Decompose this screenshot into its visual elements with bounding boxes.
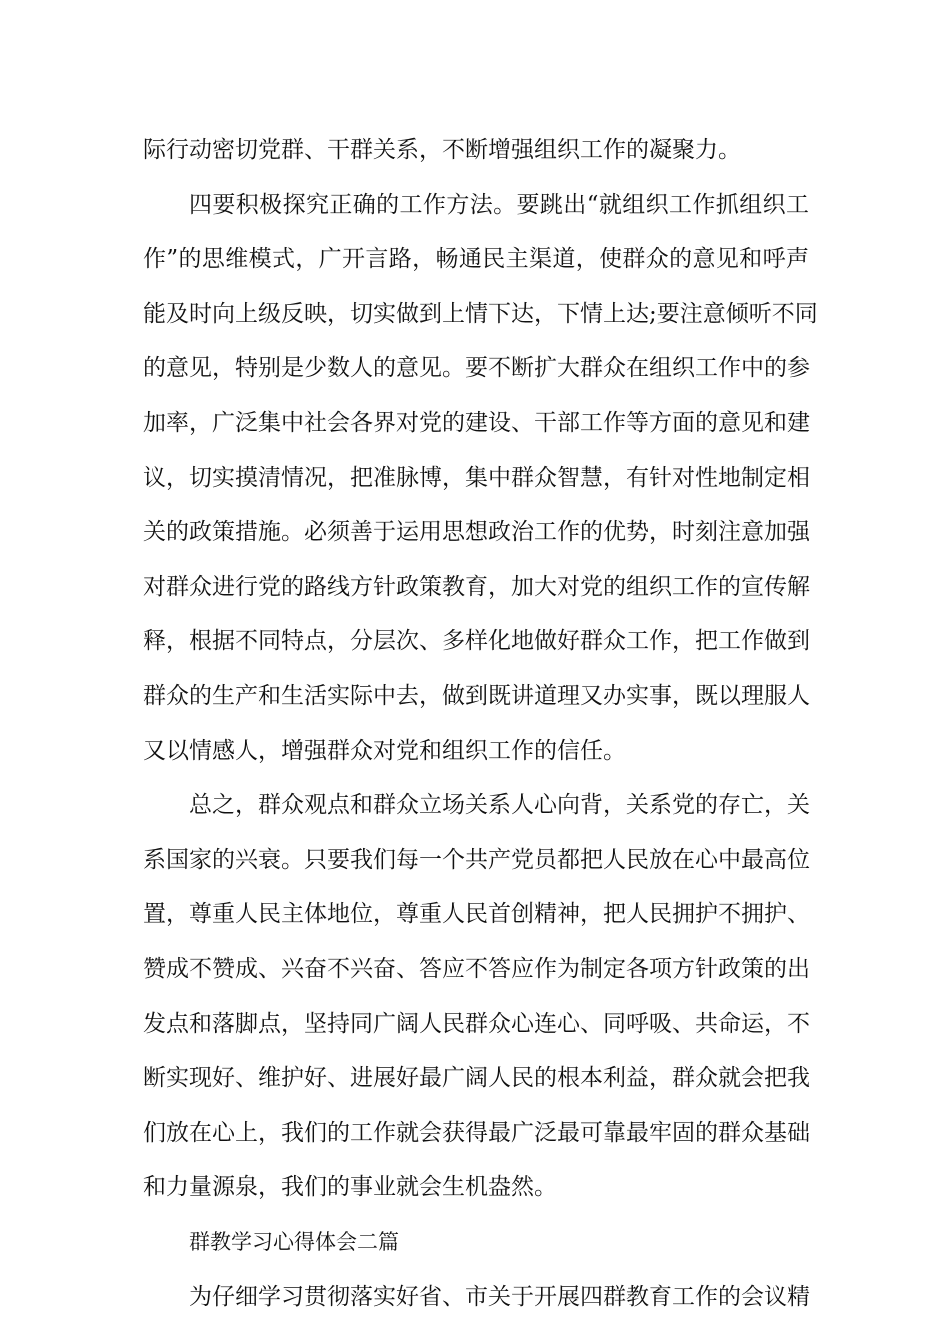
text-line: 释，根据不同特点，分层次、多样化地做好群众工作，把工作做到 xyxy=(143,628,810,655)
text-line: 发点和落脚点，坚持同广阔人民群众心连心、同呼吸、共命运，不 xyxy=(143,1010,810,1037)
text-line: 四要积极探究正确的工作方法。要跳出“就组织工作抓组织工 xyxy=(189,191,809,218)
text-line: 系国家的兴衰。只要我们每一个共产党员都把人民放在心中最高位 xyxy=(143,846,810,873)
paragraph-working-methods xyxy=(143,178,818,779)
text-line: 能及时向上级反映，切实做到上情下达，下情上达;要注意倾听不同 xyxy=(143,300,818,327)
paragraph-continuation xyxy=(143,123,809,178)
text-line: 置，尊重人民主体地位，尊重人民首创精神，把人民拥护不拥护、 xyxy=(143,901,810,928)
text-line: 议，切实摸清情况，把准脉博，集中群众智慧，有针对性地制定相 xyxy=(143,464,810,491)
text-line: 和力量源泉，我们的事业就会生机盎然。 xyxy=(143,1174,557,1201)
text-line: 加率，广泛集中社会各界对党的建设、干部工作等方面的意见和建 xyxy=(143,409,810,436)
text-line: 对群众进行党的路线方针政策教育，加大对党的组织工作的宣传解 xyxy=(143,573,810,600)
section-heading-block xyxy=(143,1215,809,1270)
section-heading: 群教学习心得体会二篇 xyxy=(189,1230,399,1254)
text-line: 作”的思维模式，广开言路，畅通民主渠道，使群众的意见和呼声 xyxy=(143,246,809,273)
text-line: 赞成不赞成、兴奋不兴奋、答应不答应作为制定各项方针政策的出 xyxy=(143,955,810,982)
paragraph-second-article-opening xyxy=(143,1270,809,1325)
text-line: 群众的生产和生活实际中去，做到既讲道理又办实事，既以理服人 xyxy=(143,682,810,709)
text-line: 关的政策措施。必须善于运用思想政治工作的优势，时刻注意加强 xyxy=(143,519,810,546)
text-line: 的意见，特别是少数人的意见。要不断扩大群众在组织工作中的参 xyxy=(143,355,810,382)
text-line: 际行动密切党群、干群关系，不断增强组织工作的凝聚力。 xyxy=(143,137,741,163)
text-line: 们放在心上，我们的工作就会获得最广泛最可靠最牢固的群众基础 xyxy=(143,1119,810,1146)
text-line: 又以情感人，增强群众对党和组织工作的信任。 xyxy=(143,737,626,764)
text-line: 断实现好、维护好、进展好最广阔人民的根本利益，群众就会把我 xyxy=(143,1065,810,1092)
text-line: 总之，群众观点和群众立场关系人心向背，关系党的存亡，关 xyxy=(189,792,810,819)
text-line: 为仔细学习贯彻落实好省、市关于开展四群教育工作的会议精 xyxy=(189,1283,810,1310)
paragraph-conclusion xyxy=(143,778,809,1215)
